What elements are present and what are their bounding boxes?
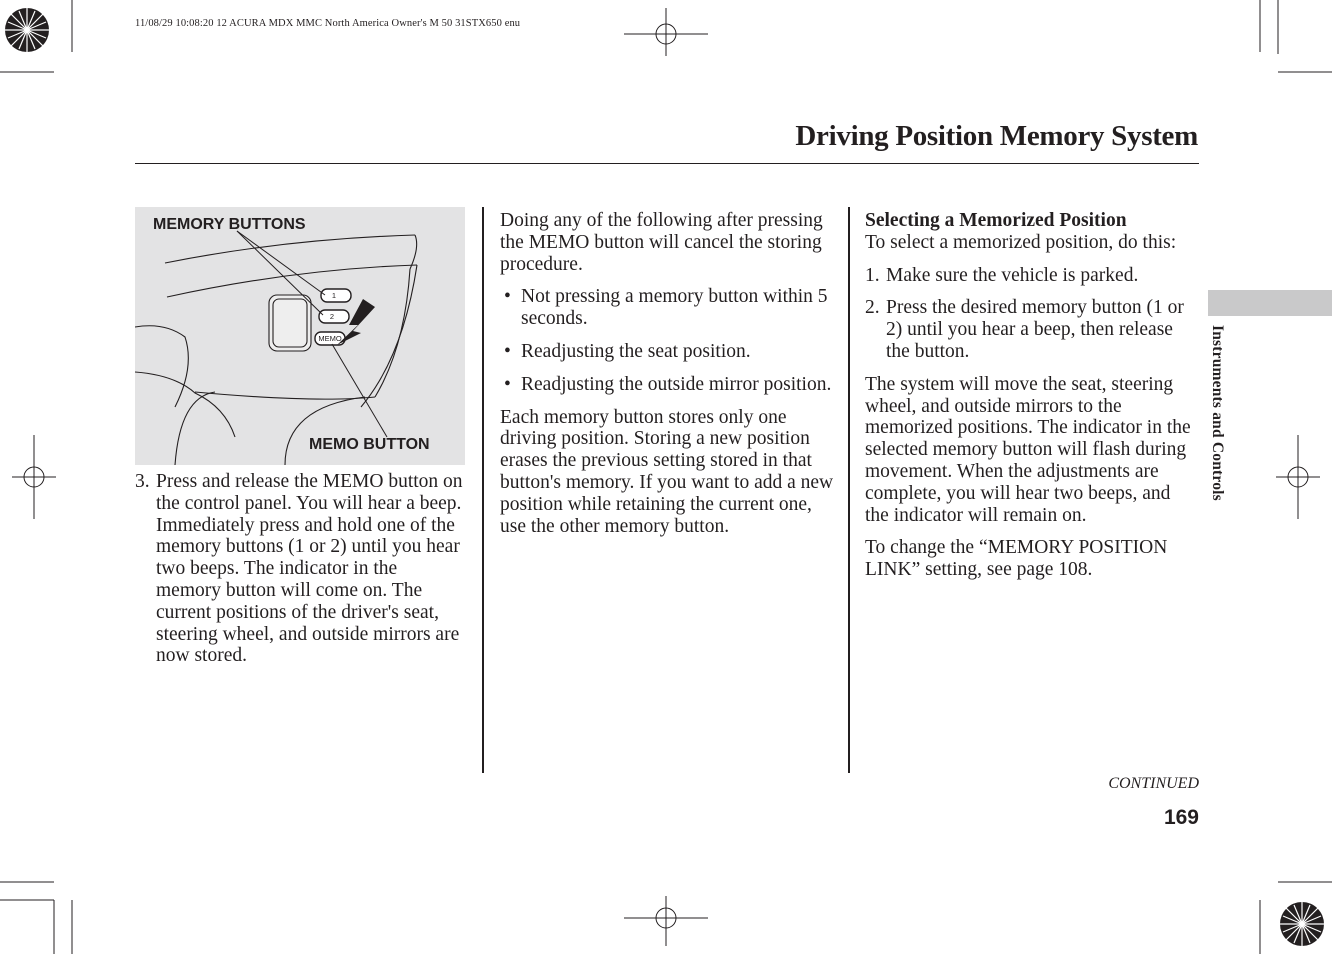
title-rule bbox=[135, 163, 1199, 164]
bullet-text: Readjusting the outside mirror position. bbox=[521, 373, 832, 395]
column-1 bbox=[135, 471, 465, 667]
bullet-glyph: • bbox=[504, 286, 511, 308]
step-1 bbox=[865, 265, 1199, 287]
bullet-glyph: • bbox=[504, 340, 511, 362]
bullet-item bbox=[500, 374, 835, 396]
system-move-paragraph: The system will move the seat, steering wheel, and outside mirrors to the memorized positions. The indicator in the selected memory button will flash during movement. When the adjustments are complete, you will hear two beeps, and the indicator will remain on. bbox=[865, 373, 1191, 526]
step-2-number: 2. bbox=[865, 297, 880, 319]
memory-buttons-illustration bbox=[135, 207, 465, 465]
memo-button-callout: MEMO BUTTON bbox=[309, 436, 430, 453]
page-number: 169 bbox=[1163, 806, 1199, 829]
door-panel-drawing bbox=[135, 207, 465, 465]
memo-button-label: MEMO bbox=[318, 334, 342, 343]
memory-buttons-callout: MEMORY BUTTONS bbox=[153, 216, 306, 233]
column-divider-1 bbox=[482, 207, 484, 773]
memory-button-1-label: 1 bbox=[331, 291, 337, 300]
step-1-text: Make sure the vehicle is parked. bbox=[886, 264, 1139, 286]
step-2 bbox=[865, 297, 1199, 362]
continued-label: CONTINUED bbox=[1108, 775, 1199, 792]
section-tab-label: Instruments and Controls bbox=[1209, 325, 1226, 501]
print-metadata: 11/08/29 10:08:20 12 ACURA MDX MMC North America Owner's M 50 31STX650 enu bbox=[135, 18, 521, 29]
memory-button-paragraph: Each memory button stores only one driving position. Storing a new position erases the previous setting stored in that button's memory. If you want to add a new position while retaining the current one, use the other memory button. bbox=[500, 406, 834, 537]
bullet-text: Readjusting the seat position. bbox=[521, 340, 751, 362]
section-heading: Selecting a Memorized Position bbox=[865, 210, 1127, 231]
page-title: Driving Position Memory System bbox=[795, 120, 1198, 152]
column-2 bbox=[500, 210, 835, 537]
section-tab bbox=[1208, 290, 1332, 316]
bullet-text: Not pressing a memory button within 5 seconds. bbox=[521, 286, 828, 330]
column-3 bbox=[865, 210, 1199, 581]
step-3 bbox=[135, 471, 465, 667]
bullet-item bbox=[500, 341, 835, 363]
step-1-number: 1. bbox=[865, 264, 880, 286]
cancel-intro: Doing any of the following after pressing the MEMO button will cancel the storing procedure. bbox=[500, 210, 823, 275]
step-3-number: 3. bbox=[135, 471, 150, 492]
bullet-item bbox=[500, 286, 835, 330]
step-2-text: Press the desired memory button (1 or 2) until you hear a beep, then release the button. bbox=[886, 297, 1184, 362]
memory-button-2-label: 2 bbox=[329, 312, 335, 321]
column-divider-2 bbox=[848, 207, 850, 773]
memory-position-link-paragraph: To change the “MEMORY POSITION LINK” setting, see page 108. bbox=[865, 537, 1168, 581]
bullet-glyph: • bbox=[504, 373, 511, 395]
select-intro: To select a memorized position, do this: bbox=[865, 231, 1177, 253]
step-3-text: Press and release the MEMO button on the control panel. You will hear a beep. Immediately press and hold one of the memory buttons (1 or 2) until you hear two beeps. The indicator in the memory button will come on. The current positions of the driver's seat, steering wheel, and outside mirrors are now stored. bbox=[156, 471, 463, 667]
